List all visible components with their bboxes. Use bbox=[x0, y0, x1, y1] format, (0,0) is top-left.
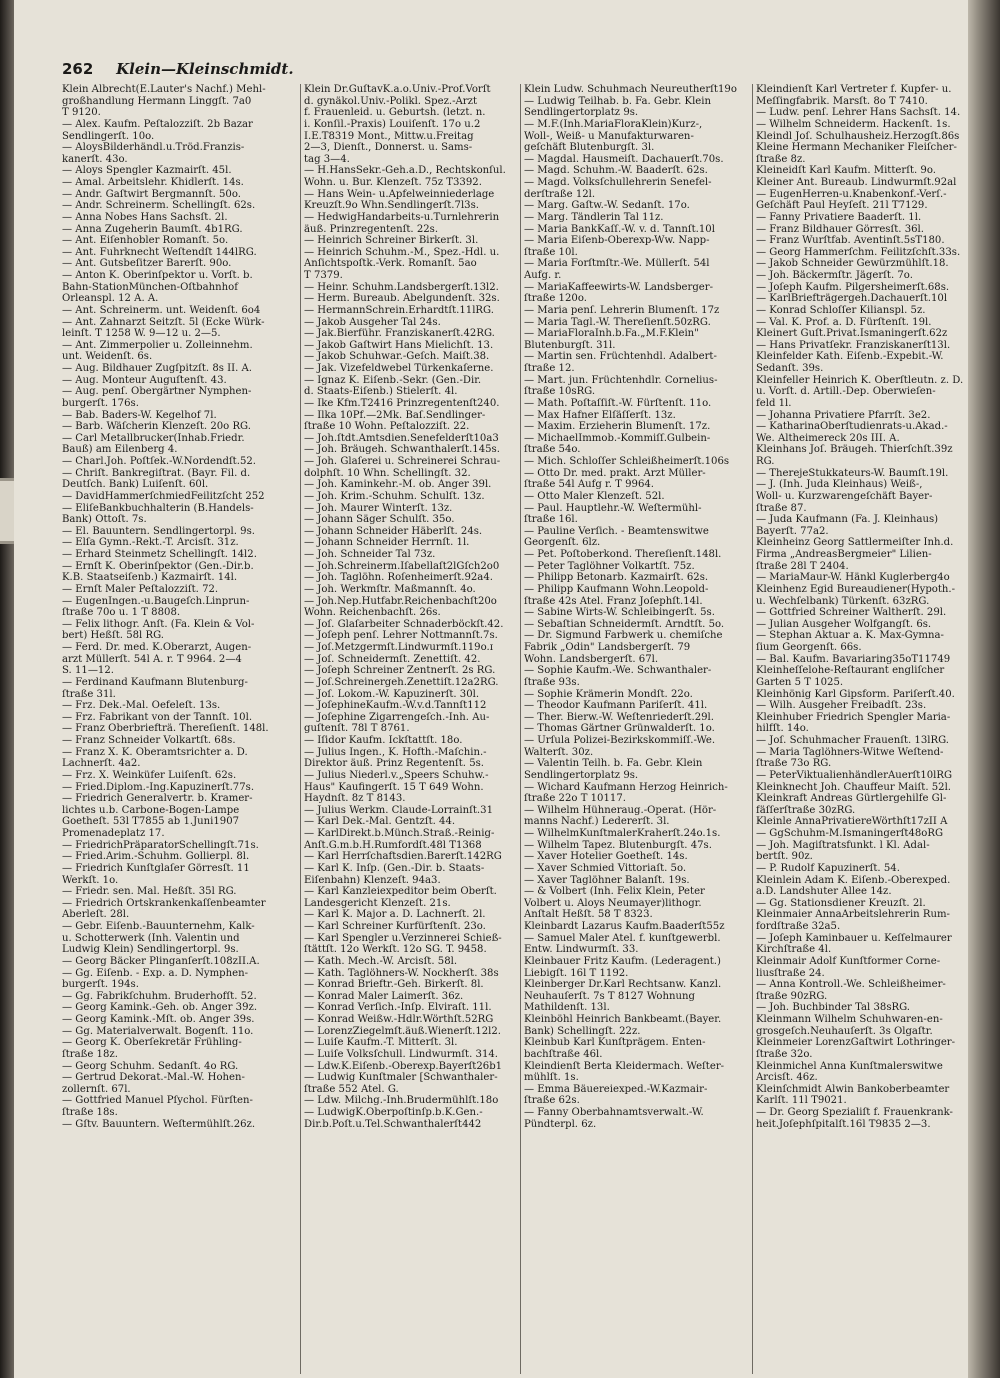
directory-entry: — Elſa Gymn.-Rekt.-T. Arcisſt. 31z. bbox=[62, 537, 239, 549]
directory-entry: — HermannSchrein.Erhardtſt.11lRG. bbox=[304, 304, 494, 316]
directory-entry: — HedwigHandarbeits-u.Turnlehrerin äuß. Prinzregentenſt. 22s. bbox=[304, 211, 500, 235]
directory-entry: — Karl Kanzleiexpeditor beim Oberſt. Landesgericht Klenzeſt. 21s. bbox=[304, 886, 497, 909]
directory-entry: — Joh.ſtdt.Amtsdien.Senefelderſt10a3 bbox=[304, 432, 499, 444]
directory-entry: — Maria BankKaſſ.-W. v. d. Tannſt.10l bbox=[524, 223, 715, 235]
directory-entry: — Wilhelm Hühneraug.-Operat. (Hör- manns Nachf.) Ledererſt. 3l. bbox=[524, 804, 717, 828]
directory-entry: — El. Bauuntern. Sendlingertorpl. 9s. bbox=[62, 525, 255, 537]
directory-entry: — Xaver Hotelier Goetheſt. 14s. bbox=[524, 851, 688, 863]
directory-entry: — Julian Ausgeher Wolfgangſt. 6s. bbox=[756, 618, 932, 630]
directory-entry: — Hans Wein- u.Apfelweinniederlage Kreuzſt.9o Whn.Sendlingerſt.7l3s. bbox=[304, 188, 495, 212]
directory-entry: Kleinhönig Karl Gipsform. Pariſerſt.40. bbox=[756, 688, 955, 700]
directory-entry: Kleinſchmidt Alwin Bankoberbeamter Karlſt. 11l T9021. bbox=[756, 1083, 950, 1107]
directory-entry: — Joſ. Schneidermſt. Zenettiſt. 42. bbox=[304, 653, 481, 665]
directory-entry: — Karl K. Major a. D. Lachnerſt. 2l. bbox=[304, 909, 486, 921]
directory-entry: — Georg Bäcker Plinganſerſt.108zII.A. bbox=[62, 955, 260, 967]
directory-entry: Kleinmann Wilhelm Schuhwaren-en- grosgeſch.Neuhauſerſt. 3s Olgaſtr. bbox=[756, 1014, 943, 1037]
directory-entry: — Joh. Kaminkehr.-M. ob. Anger 39l. bbox=[304, 479, 492, 491]
directory-entry: — Joſ. Lokom.-W. Kapuzinerſt. 30l. bbox=[304, 688, 480, 700]
directory-entry: — Konrad Brieftr.-Geh. Birkerſt. 8l. bbox=[304, 979, 484, 991]
directory-entry: — Ldw. Milchg.-Inh.Brudermühlſt.18o bbox=[304, 1095, 499, 1107]
directory-entry: — Aug. Monteur Auguſtenſt. 43. bbox=[62, 374, 227, 386]
directory-entry: — Karl Schreiner Kurfürſtenſt. 23o. bbox=[304, 921, 486, 932]
directory-entry: Kleinmeier LorenzGaſtwirt Lothringer- ſtraße 32o. bbox=[756, 1037, 956, 1060]
directory-entry: — KarlDirekt.b.Münch.Straß.-Reinig- Anſt.G.m.b.H.Rumfordſt.48l T1368 bbox=[304, 828, 495, 851]
directory-entry: — Franz X. K. Oberamtsrichter a. D. Lachnerſt. 4a2. bbox=[62, 746, 248, 770]
directory-entry: Kleinlein Adam K. Eiſenb.-Oberexped. a.D. Landshuter Allee 14z. bbox=[756, 874, 951, 898]
column-4 bbox=[756, 84, 968, 1374]
directory-entry: — Gertrud Dekorat.-Mal.-W. Hohen- zollernſt. 67l. bbox=[62, 1072, 245, 1095]
column-divider bbox=[752, 84, 753, 1374]
directory-entry: — GgSchuhm-M.Ismaningerſt48oRG bbox=[756, 828, 944, 839]
directory-entry: — Ludwig Teilhab. b. Fa. Gebr. Klein Sendlingertorplatz 9s. bbox=[524, 95, 712, 119]
directory-entry: Kleiner Ant. Bureaub. Lindwurmſt.92al bbox=[756, 177, 957, 188]
directory-entry: — Joh. Glaſerei u. Schreinerei Schrau- dolphſt. 10 Whn. Schellingſt. 32. bbox=[304, 456, 501, 479]
directory-entry: — Georg Schuhm. Sedanſt. 4o RG. bbox=[62, 1060, 239, 1072]
directory-entry: — Maria Forſtmſtr.-We. Müllerſt. 54l Aufg. r. bbox=[524, 258, 710, 281]
directory-entry: — Ludwig Kunſtmaler [Schwanthaler- ſtraße 552 Atel. G. bbox=[304, 1072, 498, 1095]
directory-entry: — Anna Kontroll.-We. Schleißheimer- ſtraße 90zRG. bbox=[756, 979, 946, 1002]
directory-entry: — Sophie Kaufm.-We. Schwanthaler- ſtraße 93s. bbox=[524, 665, 712, 688]
directory-entry: — Karl Herrſchaftsdien.Barerſt.142RG bbox=[304, 851, 502, 863]
directory-entry: — Xaver Taglöhner Balanſt. 19s. bbox=[524, 874, 690, 886]
directory-entry: — Erhard Steinmetz Schellingſt. 14l2. bbox=[62, 549, 257, 560]
directory-entry: — Magdal. Hausmeiſt. Dachauerſt.70s. bbox=[524, 153, 724, 165]
directory-entry: — Franz Oberbriefträ. Thereſienſt. 148l. bbox=[62, 723, 269, 735]
directory-entry: Kleinfelder Kath. Eiſenb.-Expebit.-W. Sedanſt. 39s. bbox=[756, 351, 944, 374]
directory-entry: — Iſidor Kaufm. Ickſtattſt. 18o. bbox=[304, 735, 463, 746]
directory-entry: — Maxim. Erzieherin Blumenſt. 17z. bbox=[524, 421, 711, 433]
directory-entry: — Ignaz K. Eiſenb.-Sekr. (Gen.-Dir. d. Staats-Eiſenb.) Stielerſt. 4l. bbox=[304, 374, 482, 398]
directory-entry: — Mich. Schloſſer Schleißheimerſt.106s bbox=[524, 456, 730, 467]
directory-entry: Kleindienſt Karl Vertreter f. Kupfer- u. Meſſingfabrik. Marsſt. 8o T 7410. bbox=[756, 84, 952, 107]
directory-entry: — H.HansSekr.-Geh.a.D., Rechtskonſul. Wohn. u. Bur. Klenzeſt. 75z T3392. bbox=[304, 165, 506, 188]
directory-entry: Kleinberger Dr.Karl Rechtsanw. Kanzl. Neuhauſerſt. 7s T 8127 Wohnung Mathildenſt. 13l. bbox=[524, 979, 722, 1014]
page-number: 262 bbox=[62, 60, 94, 78]
directory-entry: — Ther. Bierw.-W. Weſtenriederſt.29l. bbox=[524, 711, 714, 723]
directory-entry: — Luiſe Kaufm.-T. Mitterſt. 3l. bbox=[304, 1037, 458, 1049]
directory-entry: — Joh. Buchbinder Tal 38sRG. bbox=[756, 1002, 911, 1014]
directory-entry: — EugenHerren-u.Knabenkonf.-Verſ.- Geſchäft Paul Heyſeſt. 21l T7129. bbox=[756, 188, 947, 212]
directory-entry: Kleinhenz Egid Bureaudiener(Hypoth.- u. Wechſelbank) Türkenſt. 63zRG. bbox=[756, 583, 956, 607]
directory-entry: Kleinkraft Andreas Gürtlergehilfe Gl- fäſſerſtraße 30zRG. bbox=[756, 793, 947, 816]
directory-entry: — Frz. Dek.-Mal. Oefeleſt. 13s. bbox=[62, 700, 221, 712]
directory-entry: Klein Dr.GuſtavK.a.o.Univ.-Prof.Vorſt d. gynäkol.Univ.-Polikl. Spez.-Arzt f. Frauenleid. u. Geburtsh. (letzt. n. i. Konſil.-Praxis) Louiſenſt. 17o u.2 I.E.T8319 Mont., Mittw.u.Freitag 2—3, Dienſt., Donnerst. u. Sams- tag 3—4. bbox=[304, 84, 491, 165]
column-divider bbox=[300, 84, 301, 1374]
directory-entry: — Karl Spengler u.Verzinnerei Schieß- ſtättſt. 12o Werkſt. 12o SG. T. 9458. bbox=[304, 932, 502, 956]
directory-entry: — Franz Wurſtfab. Aventinſt.5sT180. bbox=[756, 235, 945, 247]
directory-entry: — Xaver Schmied Vittoriaſt. 5o. bbox=[524, 862, 687, 874]
directory-entry: — Karl K. Inſp. (Gen.-Dir. b. Staats- Eiſenbahn) Klenzeſt. 94a3. bbox=[304, 862, 485, 886]
directory-entry: — Joh.Schreinerm.Iſabellaſt2lGſch2o0 bbox=[304, 560, 500, 572]
directory-entry: — Heinrich Schuhm.-M., Spez.-Hdl. u. Anſichtspoſtk.-Verk. Romanſt. 5ao T 7379. bbox=[304, 246, 500, 281]
directory-entry: — J. (Inh. Juda Kleinhaus) Weiß-, Woll- u. Kurzwarengeſchäft Bayer- ſtraße 87. bbox=[756, 479, 933, 514]
directory-entry: — Fried.Arim.-Schuhm. Gollierpl. 8l. bbox=[62, 851, 250, 863]
directory-entry: — MariaKaffeewirts-W. Landsberger- ſtraße 120o. bbox=[524, 281, 714, 305]
directory-entry: — JoſephineKaufm.-W.v.d.Tannſt112 bbox=[304, 700, 487, 712]
directory-entry: — Heinr. Schuhm.Landsbergerſt.13l2. bbox=[304, 281, 499, 293]
directory-entry: — Carl Metallbrucker(Inhab.Friedr. Bauß) am Eilenberg 4. bbox=[62, 432, 245, 456]
directory-entry: — Konrad Schloſſer Kilianspl. 5z. bbox=[756, 304, 926, 316]
directory-entry: — Friedr. sen. Mal. Heßſt. 35l RG. bbox=[62, 886, 237, 898]
directory-entry: — Martin sen. Früchtenhdl. Adalbert- ſtraße 12. bbox=[524, 351, 717, 374]
directory-entry: — Jakob Ausgeher Tal 24s. bbox=[304, 316, 441, 328]
directory-entry: — Philipp Kaufmann Wohn.Leopold- ſtraße 42s Atel. Franz Joſephſt.14l. bbox=[524, 583, 709, 607]
directory-entry: — Ant. Zahnarzt Seitzſt. 5l (Ecke Würk- leinſt. T 1258 W. 9—12 u. 2—5. bbox=[62, 316, 265, 340]
directory-entry: — Gottfried Manuel Pſychol. Fürſten- ſtraße 18s. bbox=[62, 1095, 253, 1118]
directory-entry: — Valentin Teilh. b. Fa. Gebr. Klein Sendlingertorplatz 9s. bbox=[524, 758, 703, 781]
directory-entry: — Aug. Bildhauer Zugſpitzſt. 8s II. A. bbox=[62, 363, 253, 374]
directory-entry: — Andr. Gaſtwirt Bergmannſt. 50o. bbox=[62, 188, 241, 200]
directory-entry: — Aloys Spengler Kazmairſt. 45l. bbox=[62, 165, 232, 177]
page-header bbox=[62, 60, 942, 82]
directory-entry: — Gg. Eiſenb. - Exp. a. D. Nymphen- burgerſt. 194s. bbox=[62, 967, 249, 991]
directory-entry: — Andr. Schreinerm. Schellingſt. 62s. bbox=[62, 200, 256, 212]
directory-entry: — MariaFloraInh.b.Fa.„M.F.Klein" Blutenburgſt. 31l. bbox=[524, 328, 699, 351]
directory-entry: — Julius Werkm. Claude-Lorrainſt.31 bbox=[304, 804, 493, 816]
column-2 bbox=[304, 84, 518, 1374]
directory-entry: — Franz Bildhauer Görresſt. 36l. bbox=[756, 223, 924, 235]
directory-entry: Klein Ludw. Schuhmach Neureutherſt19o bbox=[524, 84, 737, 95]
directory-entry: — Max Hafner Elſäſſerſt. 13z. bbox=[524, 409, 676, 421]
directory-entry: — Konrad Maler Laimerſt. 36z. bbox=[304, 990, 464, 1002]
directory-entry: — Friedrich Kunſtglaſer Görresſt. 11 Werkſt. 1o. bbox=[62, 862, 250, 886]
directory-entry: — FriedrichPräparatorSchellingſt.71s. bbox=[62, 839, 259, 851]
directory-entry: — Joſeph penſ. Lehrer Nottmannſt.7s. bbox=[304, 630, 498, 642]
directory-entry: — Luiſe Volksſchull. Lindwurmſt. 314. bbox=[304, 1048, 498, 1060]
directory-entry: — Frz. Fabrikant von der Tannſt. 10l. bbox=[62, 711, 253, 723]
directory-entry: — MichaelImmob.-Kommiſſ.Gulbein- ſtraße 54o. bbox=[524, 432, 711, 456]
directory-entry: — Stephan Aktuar a. K. Max-Gymna- ſium Georgenſt. 66s. bbox=[756, 630, 944, 653]
directory-entry: — Konrad Verſich.-Inſp. Elviraſt. 11l. bbox=[304, 1002, 492, 1014]
directory-entry: Kleinbardt Lazarus Kaufm.Baaderſt55z bbox=[524, 921, 725, 932]
directory-entry: — Sabine Wirts-W. Schleibingerſt. 5s. bbox=[524, 607, 715, 619]
directory-entry: — KarlBriefträgergeh.Dachauerſt.10l bbox=[756, 293, 948, 305]
directory-entry: — Otto Dr. med. prakt. Arzt Müller- ſtraße 54l Aufg r. T 9964. bbox=[524, 467, 706, 491]
directory-entry: — Georg Kamink.-Mſt. ob. Anger 39s. bbox=[62, 1014, 255, 1025]
directory-entry: Kleindl Joſ. Schulhausheiz.Herzogſt.86s bbox=[756, 130, 960, 142]
directory-entry: — Julius Ingen., K. Hofth.-Maſchin.- Direktor äuß. Prinz Regentenſt. 5s. bbox=[304, 746, 487, 770]
directory-entry: — Joſeph Kaminbauer u. Keſſelmaurer Kirchſtraße 4l. bbox=[756, 932, 952, 956]
directory-entry: — Fanny Oberbahnamtsverwalt.-W. Pündterpl. 6z. bbox=[524, 1107, 704, 1130]
directory-entry: — Ldw.K.Eiſenb.-Oberexp.Bayerſt26b1 bbox=[304, 1060, 503, 1072]
directory-entry: — Joh. Maurer Winterſt. 13z. bbox=[304, 502, 453, 514]
directory-entry: — Friedrich Generalvertr. b. Kramer- lichtes u.b. Carbone-Bogen-Lampe Goetheſt. 53l T7855 ab 1.Juni1907 Promenadeplatz 17. bbox=[62, 793, 253, 839]
directory-entry: — Ant. Eiſenhobler Romanſt. 5o. bbox=[62, 235, 229, 247]
directory-entry: — Marg. Gaſtw.-W. Sedanſt. 17o. bbox=[524, 200, 690, 212]
directory-entry: — Ferdinand Kaufmann Blutenburg- ſtraße 31l. bbox=[62, 676, 248, 700]
directory-entry: — TherejeStukkateurs-W. Baumſt.19l. bbox=[756, 467, 949, 479]
directory-entry: Kleinmaier AnnaArbeitslehrerin Rum- fordſtraße 32a5. bbox=[756, 909, 950, 932]
directory-entry: — Alex. Kaufm. Peſtalozziſt. 2b Bazar Sendlingerſt. 10o. bbox=[62, 118, 253, 142]
directory-entry: Kleineidſt Karl Kaufm. Mitterſt. 9o. bbox=[756, 165, 936, 177]
directory-entry: — Bal. Kaufm. Bavariaring35oT11749 bbox=[756, 653, 951, 665]
directory-entry: — Ernſt K. Oberinſpektor (Gen.-Dir.b. K.B. Staatseiſenb.) Kazmairſt. 14l. bbox=[62, 560, 254, 584]
directory-entry: — Frz. X. Weinküfer Luiſenſt. 62s. bbox=[62, 769, 237, 781]
book-gutter-shadow bbox=[0, 0, 14, 1378]
directory-entry: — & Volbert (Inh. Felix Klein, Peter Volbert u. Aloys Neumayer)lithogr. Anſtalt Heßſt. 58 T 8323. bbox=[524, 886, 705, 921]
directory-entry: — Jak. Vizefeldwebel Türkenkaſerne. bbox=[304, 363, 494, 374]
directory-entry: — Dr. Sigmund Farbwerk u. chemiſche Fabrik „Odin" Landsbergerſt. 79 Wohn. Landsbergerſt. 67l. bbox=[524, 630, 723, 665]
directory-entry: — Joh. Taglöhn. Roſenheimerſt.92a4. bbox=[304, 572, 493, 584]
directory-entry: — Gg. Materialverwalt. Bogenſt. 11o. bbox=[62, 1025, 254, 1037]
directory-entry: Kleinert Guſt.Privat.Ismaningerſt.62z bbox=[756, 328, 948, 340]
directory-entry: — LorenzZiegelmſt.äuß.Wienerſt.12l2. bbox=[304, 1025, 502, 1037]
book-page-edge bbox=[968, 0, 1000, 1378]
column-1 bbox=[62, 84, 298, 1374]
directory-entry: — Urſula Polizei-Bezirkskommiſſ.-We. Walterſt. 30z. bbox=[524, 735, 716, 758]
directory-entry: — Julius Niederl.v.„Speers Schuhw.- Haus" Kaufingerſt. 15 T 649 Wohn. Haydnſt. 8z T 8143. bbox=[304, 769, 489, 805]
directory-entry: — Pet. Poſtoberkond. Thereſienſt.148l. bbox=[524, 549, 722, 560]
directory-entry: — Anna Zugeherin Baumſt. 4b1RG. bbox=[62, 223, 243, 235]
directory-entry: — Mart. jun. Früchtenhdlr. Cornelius- ſtraße 10sRG. bbox=[524, 374, 718, 398]
directory-entry: — Ike Kfm.T2416 Prinzregentenſt240. bbox=[304, 397, 500, 409]
directory-entry: — Jakob Gaſtwirt Hans Mielichſt. 13. bbox=[304, 339, 494, 351]
directory-entry: — Theodor Kaufmann Pariſerſt. 41l. bbox=[524, 700, 708, 712]
directory-entry: — Barb. Wäſcherin Klenzeſt. 20o RG. bbox=[62, 421, 251, 433]
directory-entry: — Gebr. Eiſenb.-Bauunternehm, Kalk- u. Schotterwerk (Inh. Valentin und Ludwig Klein) Sendlingertorpl. 9s. bbox=[62, 921, 255, 956]
directory-entry: — Emma Bäuereiexped.-W.Kazmair- ſtraße 62s. bbox=[524, 1083, 708, 1107]
directory-entry: — Friedrich Ortskrankenkaſſenbeamter Aberleſt. 28l. bbox=[62, 897, 266, 921]
directory-entry: — Joh. Werkmſtr. Maßmannſt. 4o. bbox=[304, 583, 476, 595]
directory-entry: — Juda Kaufmann (Fa. J. Kleinhaus) Bayerſt. 77a2. bbox=[756, 514, 939, 537]
page-title: Klein—Kleinschmidt. bbox=[116, 60, 294, 78]
directory-entry: — Wilhelm Tapez. Blutenburgſt. 47s. bbox=[524, 839, 712, 851]
directory-entry: — Kath. Taglöhners-W. Nockherſt. 38s bbox=[304, 967, 499, 979]
directory-entry: — Fanny Privatiere Baaderſt. 1l. bbox=[756, 211, 922, 223]
directory-entry: — Konrad Weißw.-Hdlr.Wörthſt.52RG bbox=[304, 1014, 494, 1025]
directory-entry: — Sophie Krämerin Mondſt. 22o. bbox=[524, 688, 693, 700]
directory-entry: — Philipp Betonarb. Kazmairſt. 62s. bbox=[524, 572, 709, 584]
directory-entry: — Johanna Privatiere Pfarrſt. 3e2. bbox=[756, 409, 931, 421]
directory-entry: — Jakob Schuhwar.-Geſch. Maiſt.38. bbox=[304, 351, 490, 363]
directory-entry: — Chriſt. Bankregiſtrat. (Bayr. Fil. d. Deutſch. Bank) Luiſenſt. 60l. bbox=[62, 467, 251, 491]
directory-entry: Kleinmichel Anna Kunſtmalerswitwe Arcisſt. 46z. bbox=[756, 1060, 943, 1084]
directory-entry: — Otto Maler Klenzeſt. 52l. bbox=[524, 490, 665, 502]
directory-entry: — Gg. Fabrikſchuhm. Bruderhofſt. 52. bbox=[62, 990, 257, 1002]
directory-entry: — Samuel Maler Atel. f. kunſtgewerbl. Entw. Lindwurmſt. 33. bbox=[524, 932, 721, 956]
directory-entry: — Ludw. penſ. Lehrer Hans Sachsſt. 14. bbox=[756, 107, 961, 119]
directory-entry: — Karl Dek.-Mal. Gentzſt. 44. bbox=[304, 816, 456, 828]
directory-entry: — Joh.Nep.Hutfabr.Reichenbachſt20o Wohn. Reichenbachſt. 26s. bbox=[304, 595, 497, 619]
directory-entry: Kleinheſſelohe-Reſtaurant engliſcher Garten 5 T 1025. bbox=[756, 665, 945, 688]
directory-entry: Kleinheinz Georg Sattlermeiſter Inh.d. Firma „AndreasBergmeier" Lilien- ſtraße 28l T 2404. bbox=[756, 537, 954, 572]
directory-entry: — Maria penſ. Lehrerin Blumenſt. 17z bbox=[524, 304, 720, 316]
directory-entry: — Jakob Schneider Gewürzmühlſt.18. bbox=[756, 258, 949, 270]
directory-entry: — Georg K. Oberſekretär Frühling- ſtraße 18z. bbox=[62, 1037, 242, 1060]
directory-entry: Kleinhans Joſ. Bräugeh. Thierſchſt.39z RG. bbox=[756, 444, 953, 467]
directory-entry: — Anton K. Oberinſpektor u. Vorſt. b. Bahn-StationMünchen-Oſtbahnhof Orleanspl. 12 A. A. bbox=[62, 270, 253, 305]
directory-entry: — Joſeph Kaufm. Pilgersheimerſt.68s. bbox=[756, 281, 950, 293]
directory-entry: — Maria Eiſenb-Oberexp-Ww. Napp- ſtraße 10l. bbox=[524, 235, 710, 258]
directory-entry: — Joſ.Schreinergeh.Zenettiſt.12a2RG. bbox=[304, 676, 499, 688]
directory-entry: — Ant. Fuhrknecht Weſtendſt 144lRG. bbox=[62, 246, 257, 258]
directory-entry: — Johann Schneider Häberlſt. 24s. bbox=[304, 525, 483, 537]
directory-entry: — Thomas Gärtner Grünwalderſt. 1o. bbox=[524, 723, 715, 735]
directory-entry: — Johann Schneider Herrnſt. 1l. bbox=[304, 537, 470, 549]
directory-entry: — WilhelmKunſtmalerKraherſt.24o.1s. bbox=[524, 828, 721, 839]
directory-page bbox=[14, 0, 982, 1378]
directory-entry: — Joh. Magiſtratsfunkt. l Kl. Adal- bertſt. 90z. bbox=[756, 839, 930, 863]
directory-entry: — KatharinaOberſtudienrats-u.Akad.- We. Altheimereck 20s III. A. bbox=[756, 421, 948, 444]
directory-entry: Kleindienſt Berta Kleidermach. Weſter- mühlſt. 1s. bbox=[524, 1060, 725, 1084]
directory-entry: — Ant. Schreinerm. unt. Weidenſt. 6o4 bbox=[62, 304, 261, 316]
directory-entry: — Amal. Arbeitslehr. Khidlerſt. 14s. bbox=[62, 177, 244, 188]
directory-entry: — Georg Hammerſchm. Feilitzſchſt.33s. bbox=[756, 246, 961, 258]
directory-entry: — Math. Poſtaſſiſt.-W. Fürſtenſt. 11o. bbox=[524, 397, 712, 409]
directory-entry: — Ernſt Maler Peſtalozziſt. 72. bbox=[62, 583, 219, 595]
directory-entry: Kleinfeller Heinrich K. Oberſtleutn. z. D. u. Vorſt. d. Artill.-Dep. Oberwieſen- feld 1l. bbox=[756, 374, 964, 409]
directory-entry: — Joh. Bräugeh. Schwanthalerſt.145s. bbox=[304, 444, 500, 456]
directory-entry: Kleinknecht Joh. Chauffeur Maiſt. 52l. bbox=[756, 781, 952, 793]
directory-entry: — Ilka 10Pf.—2Mk. Baſ.Sendlinger- ſtraße 10 Wohn. Peſtalozziſt. 22. bbox=[304, 409, 486, 433]
directory-entry: — Georg Kamink.-Geh. ob. Anger 39z. bbox=[62, 1002, 258, 1014]
column-3 bbox=[524, 84, 750, 1374]
directory-entry: — PeterViktualienhändlerAuerſt10lRG bbox=[756, 769, 953, 781]
directory-entry: — Sebaſtian Schneidermſt. Arndtſt. 5o. bbox=[524, 618, 725, 630]
directory-entry: Kleinböhl Heinrich Bankbeamt.(Bayer. Bank) Schellingſt. 22z. bbox=[524, 1014, 722, 1037]
directory-entry: — Marg. Tändlerin Tal 11z. bbox=[524, 211, 664, 223]
directory-entry: — P. Rudolf Kapuzinerſt. 54. bbox=[756, 862, 900, 874]
directory-entry: — Ferd. Dr. med. K.Oberarzt, Augen- arzt Müllerſt. 54l A. r. T 9964. 2—4 S. 11—12. bbox=[62, 642, 252, 677]
directory-entry: — Joſ.Metzgermſt.Lindwurmſt.119o.ɪ bbox=[304, 642, 493, 653]
directory-entry: — Magd. Volksſchullehrerin Senefel- derſtraße 12l. bbox=[524, 177, 712, 200]
directory-entry: — Joh. Schneider Tal 73z. bbox=[304, 549, 436, 560]
directory-entry: — Joſ. Glaſarbeiter Schnaderböckſt.42. bbox=[304, 618, 504, 630]
directory-entry: — Joſeph Schreiner Zentnerſt. 2s RG. bbox=[304, 665, 496, 677]
directory-entry: — Magd. Schuhm.-W. Baaderſt. 62s. bbox=[524, 165, 708, 177]
directory-entry: — Franz Schneider Volkartſt. 68s. bbox=[62, 735, 236, 746]
directory-entry: — Maria Taglöhners-Witwe Weſtend- ſtraße 73o RG. bbox=[756, 746, 944, 770]
directory-entry: — MariaMaur-W. Hänkl Kuglerberg4o bbox=[756, 572, 950, 584]
directory-entry: — Gg. Stationsdiener Kreuzſt. 2l. bbox=[756, 897, 926, 909]
directory-entry: — Maria Tagl.-W. Thereſienſt.50zRG. bbox=[524, 316, 711, 328]
directory-entry: — Paul. Hauptlehr.-W. Weſtermühl- ſtraße 16l. bbox=[524, 502, 702, 526]
directory-entry: — Jak.Bierführ. Franziskanerſt.42RG. bbox=[304, 328, 495, 340]
directory-entry: — AloysBilderhändl.u.Tröd.Franzis- kanerſt. 43o. bbox=[62, 142, 245, 165]
directory-entry: — Dr. Georg Spezialiſt f. Frauenkrank- heit.Joſephſpitalſt.16l T9835 2—3. bbox=[756, 1107, 953, 1130]
directory-entry: — Johann Säger Schulſt. 35o. bbox=[304, 514, 455, 526]
directory-entry: — M.F.(Inh.MariaFloraKlein)Kurz-, Woll-, Weiß- u Manufakturwaren- geſchäft Blutenburgſt. 3l. bbox=[524, 118, 703, 154]
directory-entry: — Gſtv. Bauuntern. Weſtermühlſt.26z. bbox=[62, 1118, 256, 1130]
directory-entry: Kleinle AnnaPrivatiereWörthſt17zII A bbox=[756, 816, 948, 828]
directory-entry: — Peter Taglöhner Volkartſt. 75z. bbox=[524, 560, 695, 572]
directory-entry: — Hans Privatſekr. Franziskanerſt13l. bbox=[756, 339, 951, 351]
directory-entry: — Kath. Mech.-W. Arcisſt. 58l. bbox=[304, 955, 458, 967]
directory-entry: — Ant. Gutsbeſitzer Barerſt. 90o. bbox=[62, 258, 232, 270]
directory-entry: — Wilhelm Schneiderm. Hackenſt. 1s. bbox=[756, 118, 951, 130]
directory-entry: Kleinbauer Fritz Kaufm. (Lederagent.) Liebigſt. 16l T 1192. bbox=[524, 955, 721, 979]
directory-entry: — Herm. Bureaub. Abelgundenſt. 32s. bbox=[304, 293, 500, 305]
directory-entry: — Heinrich Schreiner Birkerſt. 3l. bbox=[304, 235, 479, 247]
directory-entry: — Wichard Kaufmann Herzog Heinrich- ſtraße 22o T 10117. bbox=[524, 781, 728, 805]
directory-entry: Klein Albrecht(E.Lauter's Nachf.) Mehl- großhandlung Hermann Linggſt. 7a0 T 9120. bbox=[62, 84, 266, 119]
directory-entry: — Charl.Joh. Poſtſek.-W.Nordendſt.52. bbox=[62, 456, 256, 467]
directory-entry: — Gottfried Schreiner Waltherſt. 29l. bbox=[756, 607, 947, 619]
directory-entry: — Joh. Krim.-Schuhm. Schulſt. 13z. bbox=[304, 490, 485, 502]
directory-entry: — Joſephine Zigarrengeſch.-Inh. Au- guſtenſt. 78l T 8761. bbox=[304, 711, 490, 735]
directory-entry: — Anna Nobes Hans Sachsſt. 2l. bbox=[62, 211, 228, 223]
directory-entry: — EliſeBankbuchhalterin (B.Handels- Bank) Ottoſt. 7s. bbox=[62, 502, 254, 526]
directory-entry: — Pauline Verſich. - Beamtenswitwe Georgenſt. 6lz. bbox=[524, 525, 709, 549]
directory-entry: — Wilh. Ausgeher Freibadſt. 23s. bbox=[756, 700, 927, 712]
directory-entry: Kleinbub Karl Kunſtprägem. Enten- bachſtraße 46l. bbox=[524, 1037, 706, 1060]
directory-entry: Kleinmair Adolf Kunſtformer Corne- liusſtraße 24. bbox=[756, 955, 941, 979]
directory-entry: — Felix lithogr. Anſt. (Fa. Klein & Vol- bert) Heßſt. 58l RG. bbox=[62, 618, 255, 642]
directory-entry: — Joh. Bäckermſtr. Jägerſt. 7o. bbox=[756, 270, 913, 281]
directory-entry: Kleine Hermann Mechaniker Fleiſcher- ſtraße 8z. bbox=[756, 142, 957, 165]
directory-entry: — Joſ. Schuhmacher Frauenſt. 13lRG. bbox=[756, 735, 950, 746]
directory-entry: — Fried.Diplom.-Ing.Kapuzinerſt.77s. bbox=[62, 781, 255, 793]
directory-entry: — Bab. Baders-W. Kegelhof 7l. bbox=[62, 409, 217, 421]
directory-entry: — Ant. Zimmerpolier u. Zolleinnehm. unt. Weidenſt. 6s. bbox=[62, 339, 253, 363]
directory-entry: — Val. K. Prof. a. D. Fürſtenſt. 19l. bbox=[756, 316, 932, 328]
directory-entry: — DavidHammerſchmiedFeilitzſcht 252 bbox=[62, 490, 265, 502]
directory-entry: — EugenIngen.-u.Baugeſch.Linprun- ſtraße 70o u. 1 T 8808. bbox=[62, 595, 250, 619]
directory-entry: — LudwigK.Oberpoſtinſp.b.K.Gen.- Dir.b.Poſt.u.Tel.Schwanthalerſt442 bbox=[304, 1107, 483, 1130]
column-divider bbox=[520, 84, 521, 1374]
directory-entry: — Aug. penſ. Obergärtner Nymphen- burgerſt. 176s. bbox=[62, 386, 252, 409]
directory-entry: Kleinhuber Friedrich Spengler Maria- hilfſt. 14o. bbox=[756, 711, 951, 735]
